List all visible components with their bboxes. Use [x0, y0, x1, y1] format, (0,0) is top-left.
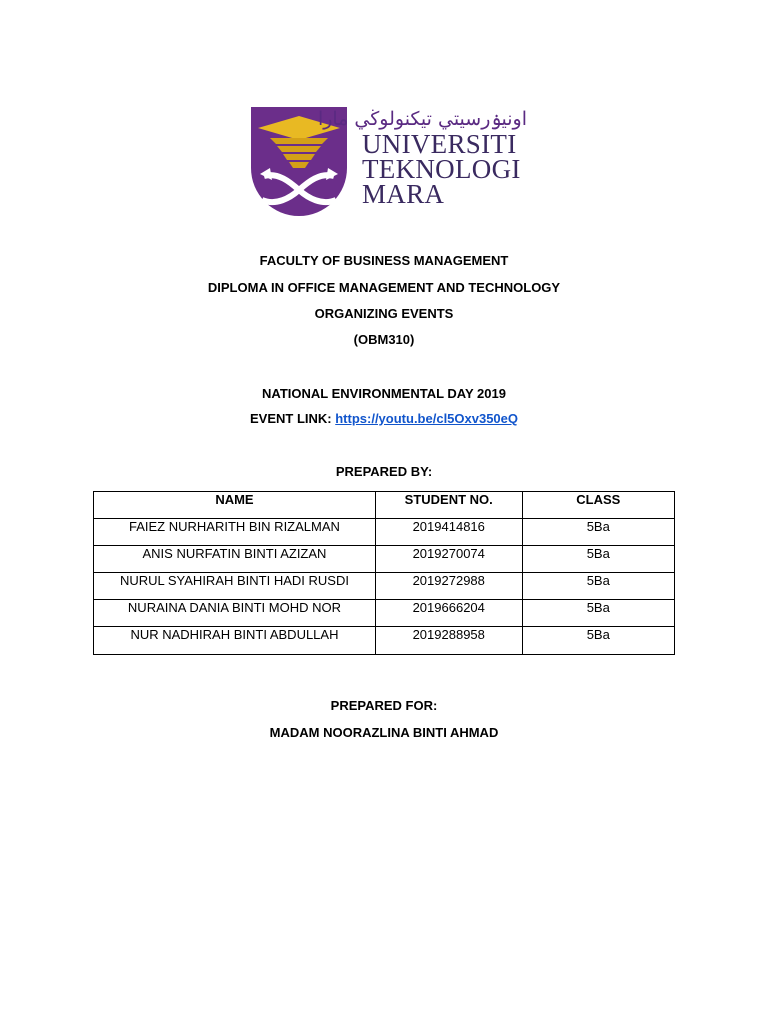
prepared-by-label: PREPARED BY:: [335, 464, 433, 479]
uitm-logo: [250, 106, 527, 220]
lecturer-name: MADAM NOORAZLINA BINTI AHMAD: [269, 725, 499, 740]
table-row: [94, 519, 675, 546]
table-row: [94, 600, 675, 627]
member-class: 5Ba: [522, 519, 674, 546]
jawi-script: اونيۏرسيتي تيکنولوڬي مارا: [317, 108, 527, 130]
table-row: [94, 627, 675, 655]
event-title: NATIONAL ENVIRONMENTAL DAY 2019: [262, 386, 506, 401]
member-student-no: 2019666204: [375, 600, 522, 627]
member-name: NUR NADHIRAH BINTI ABDULLAH: [94, 627, 376, 655]
event-link-label: EVENT LINK:: [249, 411, 332, 426]
table-row: [94, 546, 675, 573]
wordmark-line-2: TEKNOLOGI: [362, 154, 521, 184]
member-class: 5Ba: [522, 627, 674, 655]
column-header-class: CLASS: [522, 492, 674, 519]
table-header-row: [94, 492, 675, 519]
member-class: 5Ba: [522, 573, 674, 600]
member-student-no: 2019288958: [375, 627, 522, 655]
diploma-title: DIPLOMA IN OFFICE MANAGEMENT AND TECHNOLOGY: [207, 280, 561, 295]
member-name: ANIS NURFATIN BINTI AZIZAN: [94, 546, 376, 573]
column-header-name: NAME: [94, 492, 376, 519]
member-name: FAIEZ NURHARITH BIN RIZALMAN: [94, 519, 376, 546]
table-row: [94, 573, 675, 600]
prepared-for-label: PREPARED FOR:: [330, 698, 438, 713]
faculty-title: FACULTY OF BUSINESS MANAGEMENT: [259, 253, 509, 268]
member-name: NURAINA DANIA BINTI MOHD NOR: [94, 600, 376, 627]
course-code: (OBM310): [353, 332, 415, 347]
member-student-no: 2019270074: [375, 546, 522, 573]
member-student-no: 2019272988: [375, 573, 522, 600]
column-header-student-no: STUDENT NO.: [375, 492, 522, 519]
wordmark-line-3: MARA: [362, 179, 445, 209]
member-class: 5Ba: [522, 600, 674, 627]
member-class: 5Ba: [522, 546, 674, 573]
uitm-wordmark: [317, 106, 527, 209]
member-name: NURUL SYAHIRAH BINTI HADI RUSDI: [94, 573, 376, 600]
members-table: [93, 491, 675, 655]
event-link-line: [0, 411, 768, 427]
event-link[interactable]: https://youtu.be/cl5Oxv350eQ: [335, 411, 519, 426]
member-student-no: 2019414816: [375, 519, 522, 546]
course-title: ORGANIZING EVENTS: [314, 306, 454, 321]
wordmark-line-1: UNIVERSITI: [362, 129, 517, 159]
